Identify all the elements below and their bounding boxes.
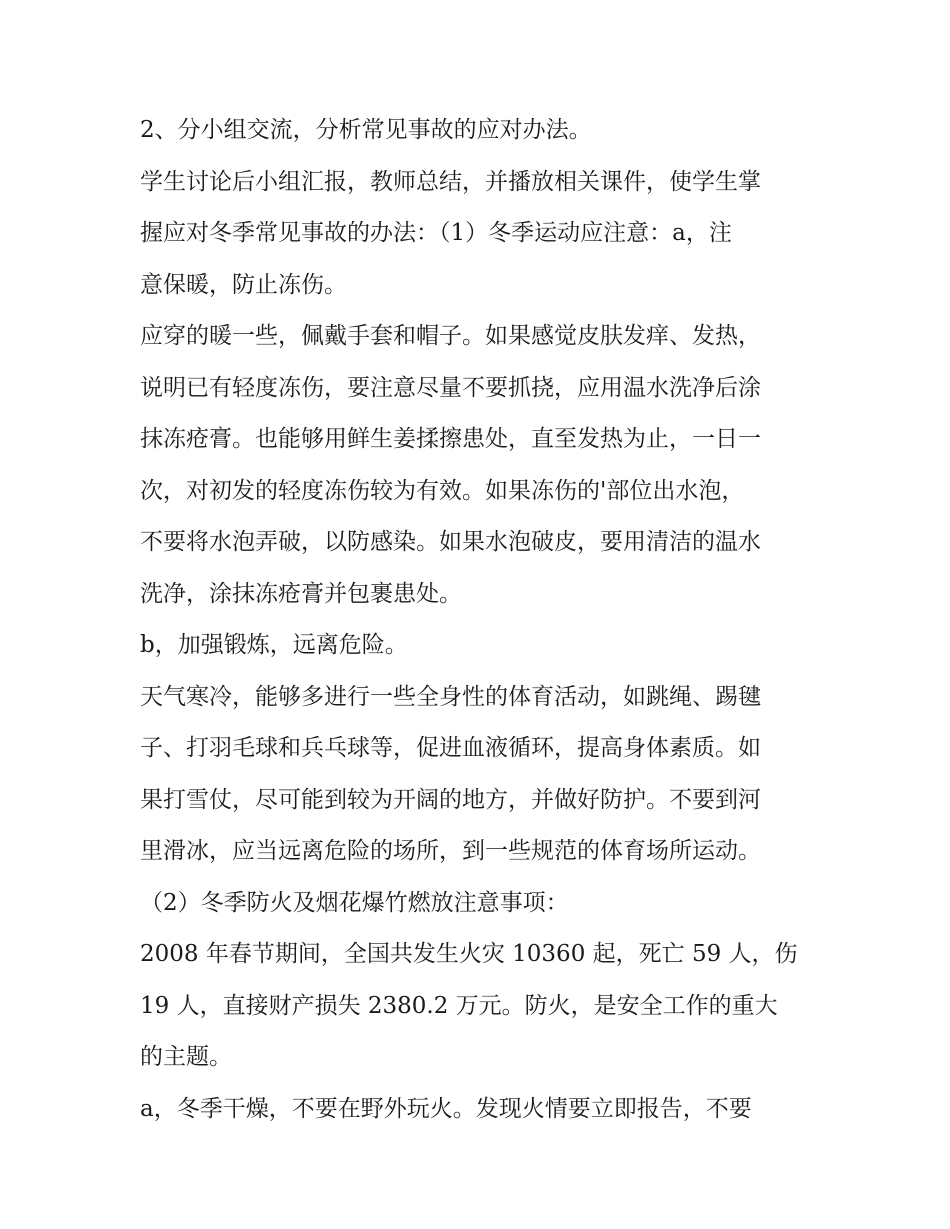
text-line: 天气寒冷，能够多进行一些全身性的体育活动，如跳绳、踢毽	[140, 683, 761, 710]
text-line: 19 人，直接财产损失 2380.2 万元。防火，是安全工作的重大	[140, 992, 778, 1019]
text-line: 应穿的暖一些，佩戴手套和帽子。如果感觉皮肤发痒、发热，	[140, 323, 761, 349]
document-body	[140, 110, 820, 1140]
text-line: 次，对初发的轻度冻伤较为有效。如果冻伤的'部位出水泡，	[140, 477, 745, 504]
text-line: 2、分小组交流，分析常见事故的应对办法。	[140, 117, 592, 143]
text-line: b，加强锻炼，远离危险。	[140, 632, 408, 658]
text-line: 不要将水泡弄破，以防感染。如果水泡破皮，要用清洁的温水	[140, 529, 761, 555]
text-line: a，冬季干燥，不要在野外玩火。发现火情要立即报告，不要	[140, 1095, 752, 1122]
text-line: 果打雪仗，尽可能到较为开阔的地方，并做好防护。不要到河	[140, 786, 761, 813]
text-line: 说明已有轻度冻伤，要注意尽量不要抓挠，应用温水洗净后涂	[140, 374, 761, 401]
text-line: 学生讨论后小组汇报，教师总结，并播放相关课件，使学生掌	[140, 168, 761, 195]
text-line: 2008 年春节期间，全国共发生火灾 10360 起，死亡 59 人，伤	[140, 941, 798, 967]
text-line: 抹冻疮膏。也能够用鲜生姜揉擦患处，直至发热为止，一日一	[140, 426, 761, 452]
text-line: 子、打羽毛球和兵乓球等，促进血液循环，提高身体素质。如	[140, 735, 761, 761]
text-line: 洗净，涂抹冻疮膏并包裹患处。	[140, 580, 462, 607]
text-line: 握应对冬季常见事故的办法：（1）冬季运动应注意：a，注	[140, 220, 732, 246]
text-line: 意保暖，防止冻伤。	[140, 271, 347, 298]
text-line: 的主题。	[140, 1044, 232, 1070]
text-line: （2）冬季防火及烟花爆竹燃放注意事项：	[140, 889, 569, 916]
text-line: 里滑冰，应当远离危险的场所，到一些规范的体育场所运动。	[140, 838, 761, 864]
